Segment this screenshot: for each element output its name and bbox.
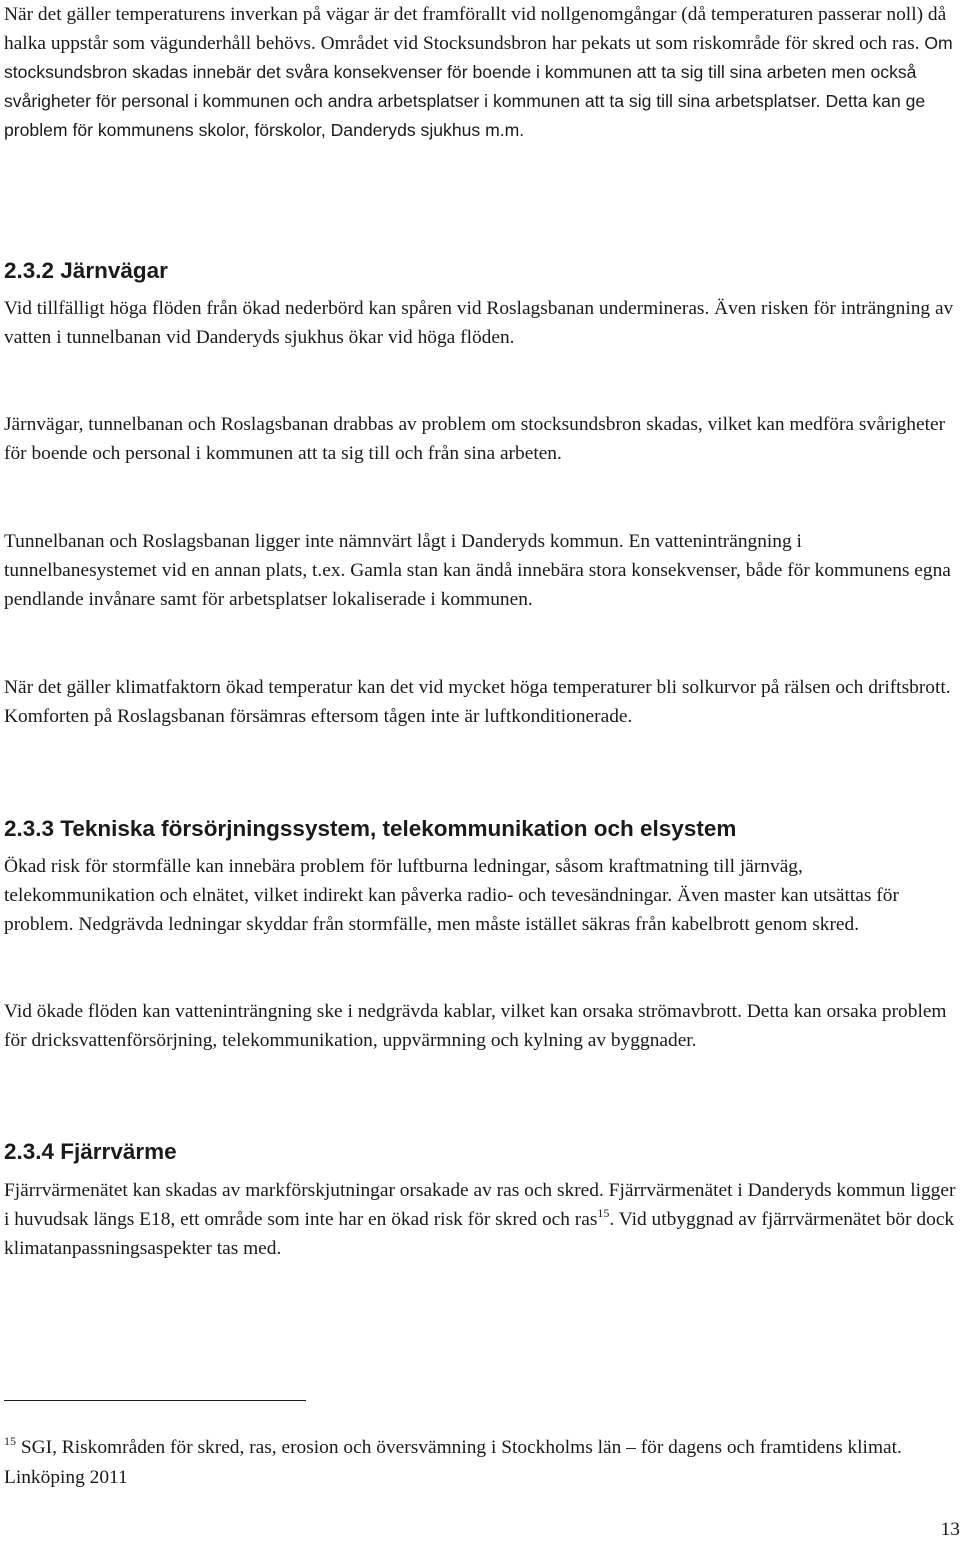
paragraph-rail-floods: Vid tillfälligt höga flöden från ökad nederbörd kan spåren vid Roslagsbanan undermineras. Även risken för inträngning av vatten i tunnelbanan vid Danderyds sjukhus ökar vid höga flöden.	[4, 298, 954, 348]
district-heating-text-a: Fjärrvärmenätet kan skadas av markförskjutningar orsakade av ras och skred. Fjärrvärmenätet i Danderyds kommun ligger i huvudsak längs E18, ett område som inte har en ökad risk för skred och ras	[4, 1180, 956, 1230]
footnote-reference: 15	[597, 1206, 610, 1220]
paragraph-roads-serif-part: När det gäller temperaturens inverkan på vägar är det framförallt vid nollgenomgångar (då temperaturen passerar noll) då halka uppstår som vägunderhåll behövs. Området vid Stocksundsbron har pekats ut som riskområde för skred och ras.	[4, 4, 947, 54]
paragraph-roads-sans-part: Om stocksundsbron skadas innebär det svåra konsekvenser för boende i kommunen att ta sig till sina arbeten men också svårigheter för personal i kommunen och andra arbetsplatser i kommunen att ta sig till sina arbetsplatser. Detta kan ge problem för kommunens skolor, förskolor, Danderyds sjukhus m.m.	[4, 33, 953, 140]
paragraph-roads-temperature	[4, 0, 956, 145]
footnote	[4, 1433, 956, 1493]
district-heating-text-b: . Vid utbyggnad av fjärrvärmenätet bör dock klimatanpassningsaspekter tas med.	[4, 1209, 955, 1259]
page-number: 13	[940, 1519, 960, 1540]
heading-2-3-4: 2.3.4 Fjärrvärme	[4, 1139, 177, 1164]
heading-2-3-3: 2.3.3 Tekniska försörjningssystem, telekommunikation och elsystem	[4, 816, 737, 841]
paragraph-rail-bridge: Järnvägar, tunnelbanan och Roslagsbanan drabbas av problem om stocksundsbron skadas, vilket kan medföra svårigheter för boende och personal i kommunen att ta sig till och från sina arbeten.	[4, 414, 946, 464]
footnote-number: 15	[4, 1434, 16, 1449]
heading-2-3-2: 2.3.2 Järnvägar	[4, 258, 168, 283]
paragraph-district-heating	[4, 1176, 956, 1263]
paragraph-cables-floods: Vid ökade flöden kan vatteninträngning ske i nedgrävda kablar, vilket kan orsaka strömavbrott. Detta kan orsaka problem för dricksvattenförsörjning, telekommunikation, uppvärmning och kylning av byggnader.	[4, 1001, 947, 1051]
paragraph-rail-temperature: När det gäller klimatfaktorn ökad temperatur kan det vid mycket höga temperaturer bli solkurvor på rälsen och driftsbrott. Komforten på Roslagsbanan försämras eftersom tågen inte är luftkonditionerade.	[4, 677, 951, 727]
paragraph-subway: Tunnelbanan och Roslagsbanan ligger inte nämnvärt lågt i Danderyds kommun. En vatteninträngning i tunnelbanesystemet vid en annan plats, t.ex. Gamla stan kan ändå innebära stora konsekvenser, både för kommunens egna pendlande invånare samt för arbetsplatser lokaliserade i kommunen.	[4, 531, 951, 610]
paragraph-storm-lines: Ökad risk för stormfälle kan innebära problem för luftburna ledningar, såsom kraftmatning till järnväg, telekommunikation och elnätet, vilket indirekt kan påverka radio- och tevesändningar. Även master kan utsättas för problem. Nedgrävda ledningar skyddar från stormfälle, men måste istället säkras från kabelbrott genom skred.	[4, 856, 899, 935]
footnote-divider	[4, 1400, 306, 1401]
footnote-text: SGI, Riskområden för skred, ras, erosion och översvämning i Stockholms län – för dagens och framtidens klimat. Linköping 2011	[4, 1437, 902, 1489]
